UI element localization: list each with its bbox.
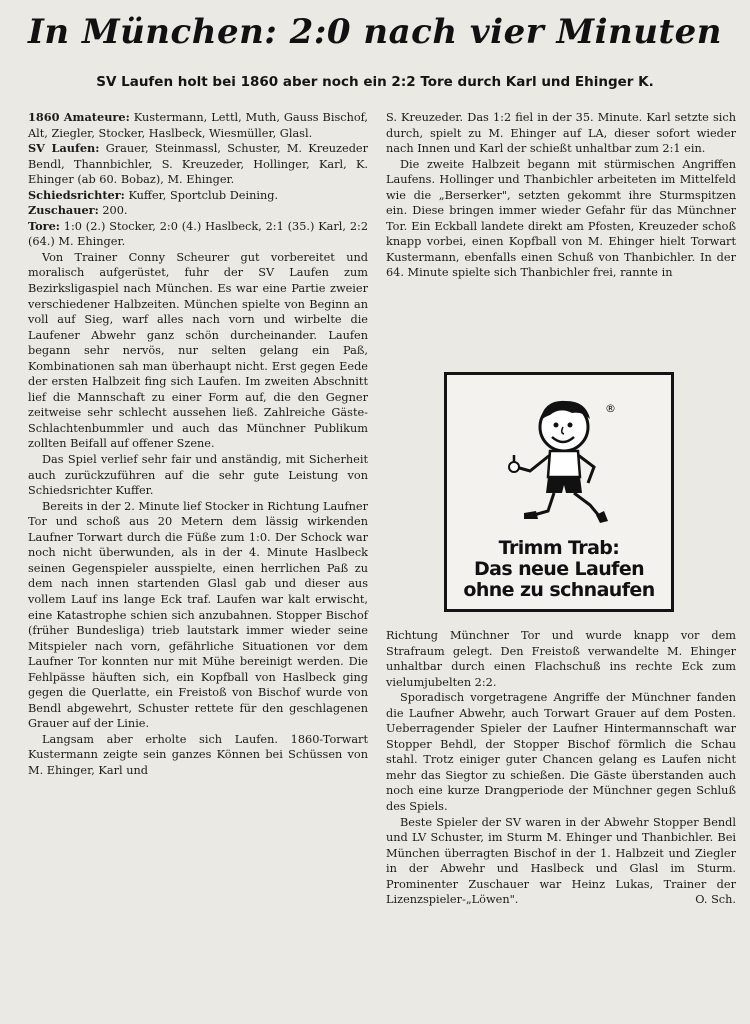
referee-label: Schiedsrichter: [28,187,125,202]
article-paragraph-text: Beste Spieler der SV waren in der Abwehr Stopper Bendl und LV Schuster, im Sturm M. Ehinger und Thanbichler. Bei München überragten Bischof in der 1. Halbzeit und Ziegler in der Abwehr und Haslbeck und Glasl im Sturm. Prominenter Zuschauer war Heinz Lukas, Trainer der Lizenzspieler-„Löwen". [386,815,736,907]
lineup-laufen-label: SV Laufen: [28,141,100,156]
article-headline: In München: 2:0 nach vier Minuten [27,12,722,52]
article-column-right-bottom [386,628,736,908]
goals-text: 1:0 (2.) Stocker, 2:0 (4.) Haslbeck, 2:1 (35.) Karl, 2:2 (64.) M. Ehinger. [28,219,369,249]
article-paragraph: Die zweite Halbzeit begann mit stürmischen Angriffen Laufens. Hollinger und Thanbichler arbeiteten im Mittelfeld wie die „Berserker", setzten gekommt ihre Sturmspitzen ein. Diese bringen immer wieder Gefahr für das Münchner Tor. Ein Eckball landete direkt am Pfosten, Kreuzeder schoß knapp vorbei, einen Kopfball von M. Ehinger hielt Torwart Kustermann, ebenfalls einen Schuß von Thanbichler. In der 64. Minute spielte sich Thanbichler frei, rannte in [386,157,736,280]
lineup-1860-text: Kustermann, Lettl, Muth, Gauss Bischof, Alt, Ziegler, Stocker, Haslbeck, Wiesmüller, Glasl. [28,111,369,140]
ad-slogan [447,538,671,601]
referee-text: Kuffer, Sportclub Deining. [128,188,279,202]
goals-line [28,219,368,250]
lineup-laufen [28,141,368,188]
referee-line [28,188,368,204]
ad-slogan-line3: ohne zu schnaufen [463,579,655,601]
article-paragraph: Richtung Münchner Tor und wurde knapp vor dem Strafraum gelegt. Den Freistoß verwandelte M. Ehinger unhaltbar durch einen Flachschuß ins rechte Eck zum vielumjubelten 2:2. [386,629,736,689]
article-paragraph: Langsam aber erholte sich Laufen. 1860-Torwart Kustermann zeigte sein ganzes Können bei Schüssen von M. Ehinger, Karl und [28,732,368,777]
article-column-left [28,110,368,779]
article-subheadline: SV Laufen holt bei 1860 aber noch ein 2:2 Tore durch Karl und Ehinger K. [96,74,654,90]
registered-mark: ® [605,402,616,415]
ad-slogan-line1: Trimm Trab: [498,537,620,559]
article-column-right-top [386,110,736,281]
article-paragraph: Bereits in der 2. Minute lief Stocker in Richtung Laufner Tor und schoß aus 20 Metern dem lässig wirkenden Laufner Torwart durch die Füße zum 1:0. Der Schock war noch nicht überwunden, als in der 4. Minute Haslbeck seinen Gegenspieler ausspielte, einen herrlichen Paß zu dem nach innen startenden Glasl gab und dieser aus vollem Lauf ins lange Eck traf. Laufen war kalt erwischt, eine Katastrophe schien sich anzubahnen. Stopper Bischof (früher Bundesliga) trieb lautstark immer wieder seine Mitspieler nach vorn, gefährliche Situationen vor dem Laufner Tor konnten nur mit Mühe bereinigt werden. Die Fehlpässe häuften sich, ein Kopfball von Haslbeck ging gegen die Querlatte, ein Freistoß von Bischof wurde von Bendl abgewehrt, Schuster rettete für den geschlagenen Grauer auf der Linie. [28,499,368,731]
lineup-laufen-text: Grauer, Steinmassl, Schuster, M. Kreuzeder Bendl, Thannbichler, S. Kreuzeder, Hollinger, Karl, K. Ehinger (ab 60. Bobaz), M. Ehinger. [28,142,369,187]
lineup-1860 [28,110,368,141]
article-paragraph: S. Kreuzeder. Das 1:2 fiel in der 35. Minute. Karl setzte sich durch, spielt zu M. Ehinger auf LA, dieser sofort wieder nach Innen und Karl der schießt unhaltbar zum 2:1 ein. [386,111,736,156]
article-paragraph [386,815,736,908]
author-signature: O. Sch. [695,893,736,907]
ad-slogan-line2: Das neue Laufen [473,558,645,580]
article-paragraph: Das Spiel verlief sehr fair und anständig, mit Sicherheit auch zurückzuführen auf die sehr gute Leistung von Schiedsrichter Kuffer. [28,453,368,498]
trimm-trab-advertisement [444,372,674,612]
article-paragraph: Sporadisch vorgetragene Angriffe der Münchner fanden die Laufner Abwehr, auch Torwart Grauer auf dem Posten. Ueberragender Spieler der Laufner Hintermannschaft war Stopper Behdl, der Stopper Bischof förmlich die Schau stahl. Trotz einiger guter Chancen gelang es Laufen nicht mehr das Siegtor zu schießen. Die Gäste überstanden auch noch eine kurze Drangperiode der Münchner gegen Schluß des Spiels. [386,691,736,814]
spectators-text: 200. [102,204,128,218]
trimmy-runner-icon [502,387,622,537]
lineup-1860-label: 1860 Amateure: [28,110,130,124]
goals-label: Tore: [28,218,60,233]
spectators-label: Zuschauer: [28,203,99,218]
article-paragraph: Von Trainer Conny Scheurer gut vorbereitet und moralisch aufgerüstet, fuhr der SV Laufen zum Bezirksligaspiel nach München. Es war eine Partie zweier verschiedener Halbzeiten. München spielte von Beginn an voll auf Sieg, warf alles nach vorn und wirbelte die Laufener Abwehr ganz schön durcheinander. Laufen begann sehr nervös, nur selten gelang ein Paß, Kombinationen sah man überhaupt nicht. Erst gegen Eede der ersten Halbzeit fing sich Laufen. Im zweiten Abschnitt lief die Mannschaft zu einer Form auf, die den Gegner zeitweise sehr schlecht aussehen ließ. Zahlreiche Gäste-Schlachtenbummler und auch das Münchner Publikum zollten Beifall auf offener Szene. [28,250,368,451]
spectators-line [28,203,368,219]
